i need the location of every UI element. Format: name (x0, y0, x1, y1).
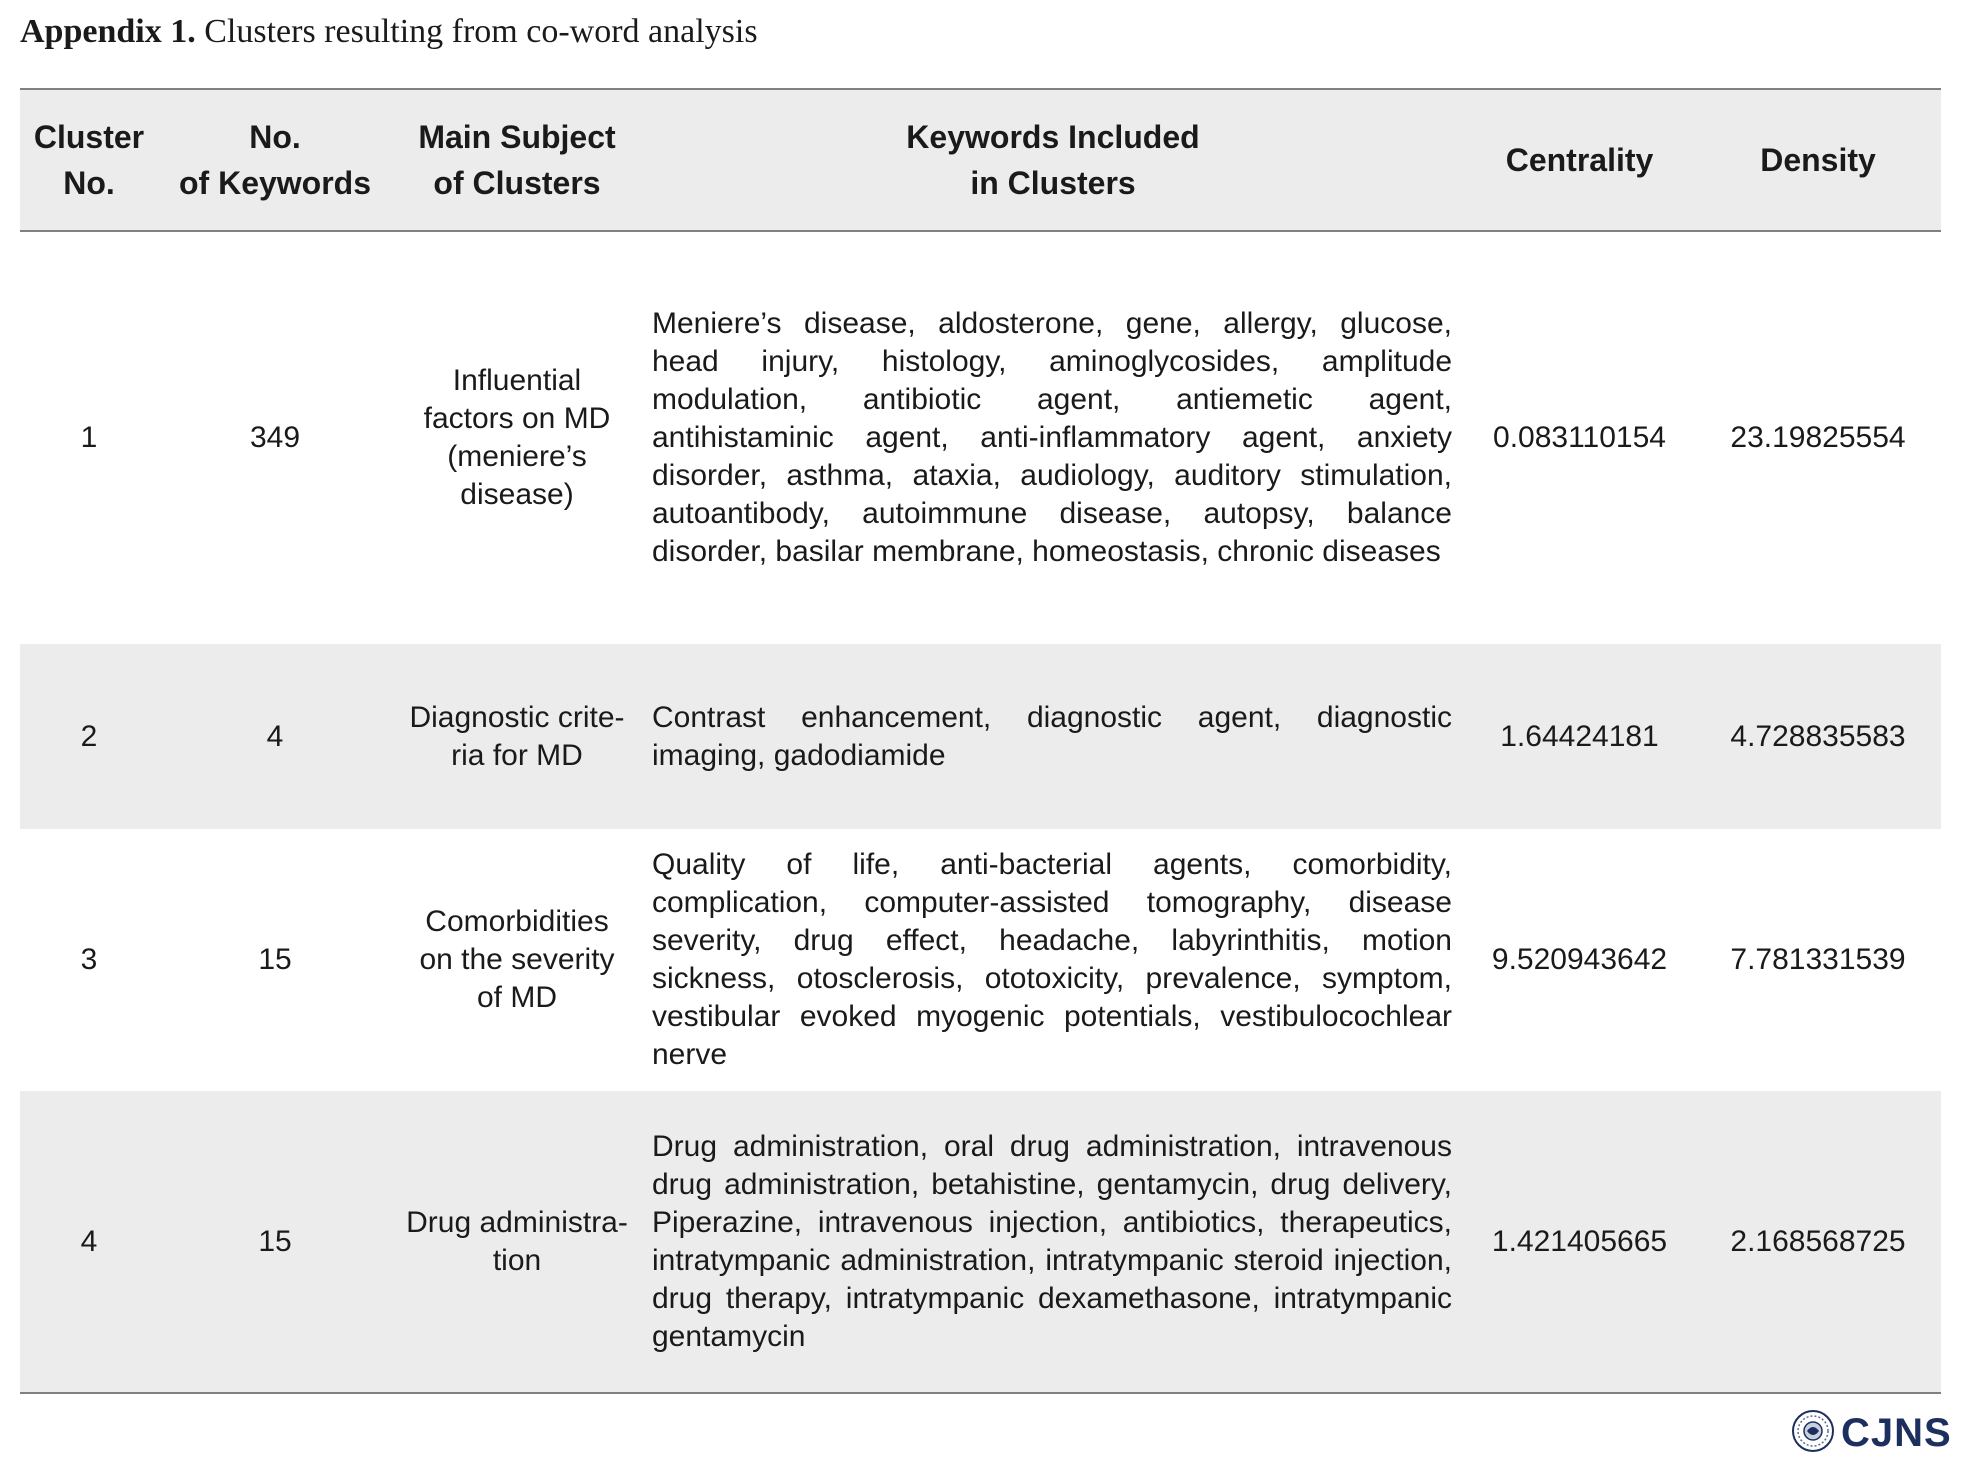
clusters-table-container (20, 88, 1941, 1394)
cell-density: 23.19825554 (1730, 421, 1906, 454)
cell-density: 4.728835583 (1730, 719, 1906, 753)
cell-num-keywords: 15 (258, 1224, 292, 1258)
cell-cluster-no: 1 (80, 421, 98, 454)
table-header-row (20, 89, 1941, 231)
cell-keywords: Meniere’s disease, aldosterone, gene, allergy, glucose, head injury, histology, aminoglycosides, amplitude modulation, antibiotic agent, antiemetic agent, antihistaminic agent, anti-inflammatory agent, anxiety disorder, asthma, ataxia, audiology, auditory stimulation, autoantibody, autoimmune disease, autopsy, balance disorder, basilar membrane, homeostasis, chronic diseases (652, 307, 1452, 568)
cell-main-subject: Influential factors on MD (meniere’s disease) (423, 364, 611, 511)
cell-density: 2.168568725 (1730, 1224, 1906, 1258)
table-row (20, 231, 1941, 644)
cell-num-keywords: 349 (249, 421, 301, 454)
cell-centrality: 1.64424181 (1500, 719, 1659, 753)
cell-centrality: 0.083110154 (1493, 421, 1666, 454)
cell-keywords: Contrast enhancement, diagnostic agent, diagnostic imaging, gadodiamide (652, 700, 1452, 772)
cell-num-keywords: 15 (258, 943, 292, 976)
cell-centrality: 1.421405665 (1491, 1224, 1668, 1258)
table-row (20, 1091, 1941, 1393)
table-row (20, 644, 1941, 829)
header-num-keywords: No. of Keywords (178, 119, 372, 201)
journal-logo (1791, 1409, 1952, 1457)
caption-label: Appendix 1. (20, 13, 196, 50)
journal-logo-text: CJNS (1841, 1410, 1952, 1455)
cell-num-keywords: 4 (266, 719, 284, 753)
cell-density: 7.781331539 (1730, 943, 1906, 976)
header-centrality: Centrality (1505, 142, 1654, 178)
cell-cluster-no: 3 (80, 943, 98, 976)
clusters-table (20, 88, 1941, 1394)
header-cluster-no: Cluster No. (33, 119, 145, 201)
caption-text: Clusters resulting from co-word analysis (204, 13, 758, 50)
cell-cluster-no: 4 (80, 1224, 98, 1258)
header-density: Density (1760, 142, 1876, 178)
cell-main-subject: Drug administra-tion (406, 1205, 628, 1277)
cell-main-subject: Diagnostic crite-ria for MD (409, 700, 625, 772)
header-main-subject: Main Subject of Clusters (418, 119, 616, 201)
journal-seal-icon (1791, 1409, 1835, 1458)
cell-main-subject: Comorbidities on the severity of MD (419, 905, 615, 1014)
cell-cluster-no: 2 (80, 719, 98, 753)
table-caption (20, 12, 758, 52)
cell-keywords: Drug administration, oral drug administration, intravenous drug administration, betahistine, gentamycin, drug delivery, Piperazine, intravenous injection, antibiotics, therapeutics, intratympanic administration, intratympanic steroid injection, drug therapy, intratympanic dexamethasone, intratympanic gentamycin (652, 1129, 1452, 1353)
table-row (20, 829, 1941, 1091)
header-keywords: Keywords Included in Clusters (906, 119, 1200, 201)
cell-keywords: Quality of life, anti-bacterial agents, comorbidity, complication, computer-assisted tomography, disease severity, drug effect, headache, labyrinthitis, motion sickness, otosclerosis, ototoxicity, prevalence, symptom, vestibular evoked myogenic potentials, vestibulocochlear nerve (652, 848, 1452, 1071)
cell-centrality: 9.520943642 (1491, 943, 1668, 976)
